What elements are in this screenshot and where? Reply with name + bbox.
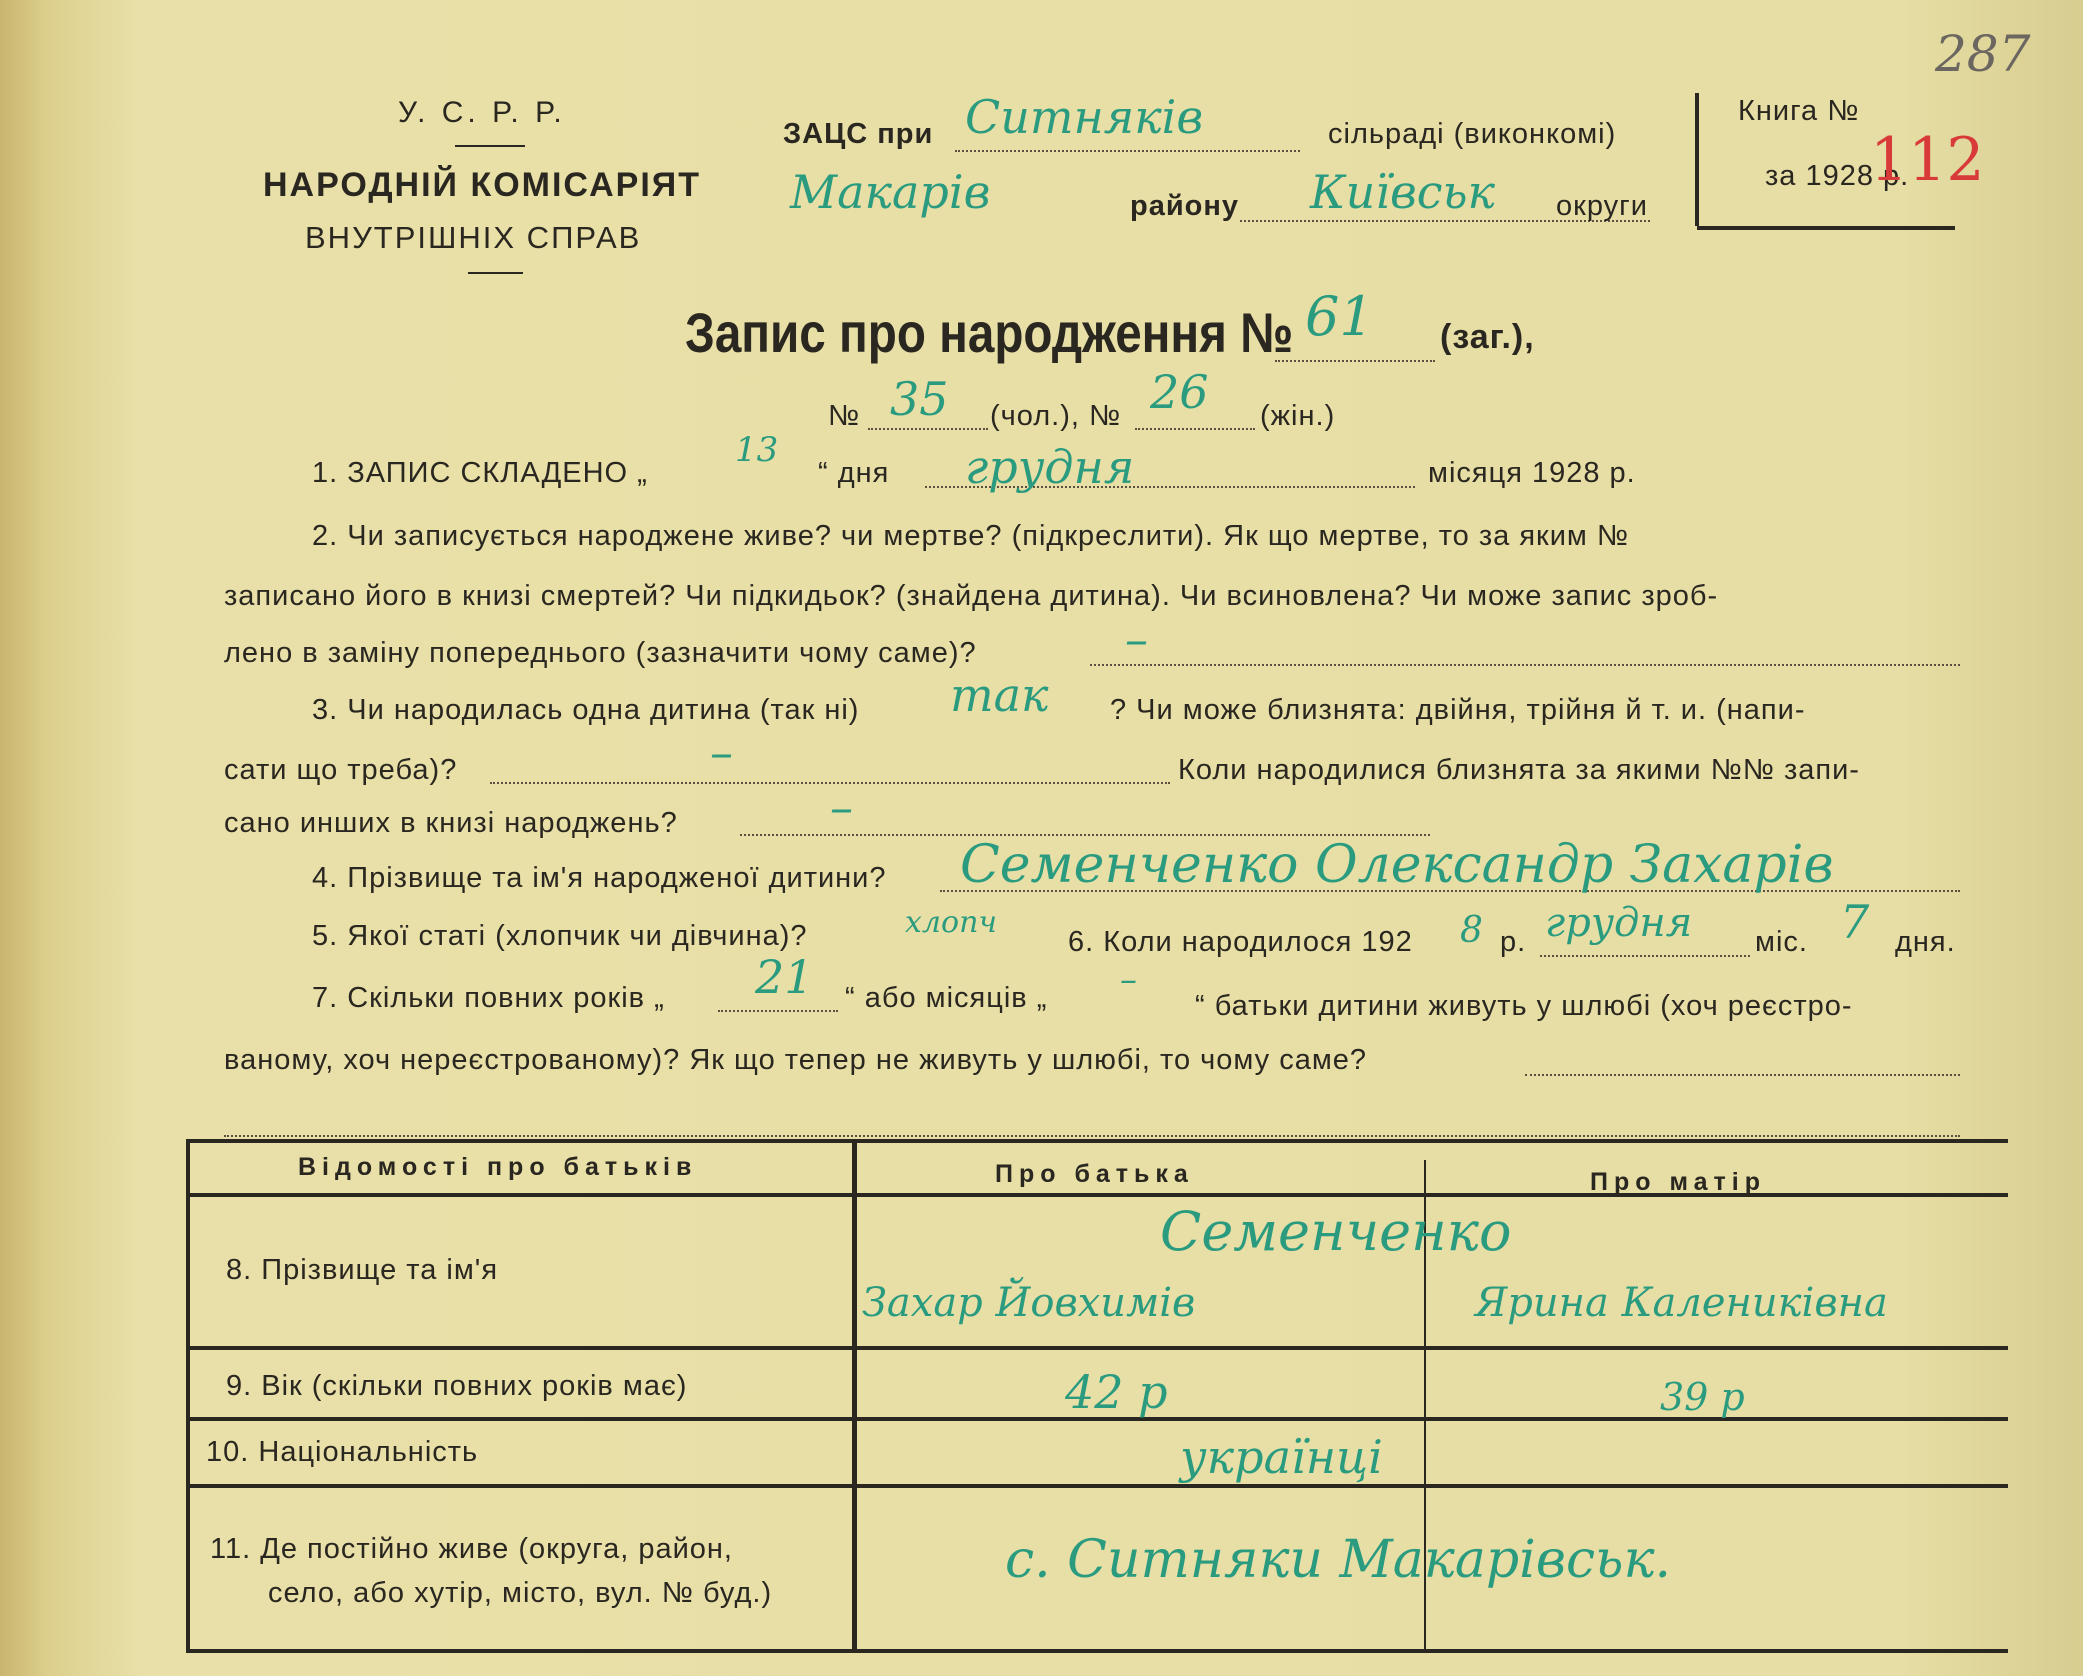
item7-label: 7. Скільки повних років „: [312, 982, 665, 1014]
office-suffix: сільраді (виконкомі): [1328, 118, 1617, 150]
item3-line2: сати що треба)?: [224, 754, 458, 786]
record-number: 61: [1305, 285, 1374, 348]
male-number: 35: [890, 372, 949, 426]
year-label: р.: [1500, 926, 1527, 958]
col-header-mother: Про матір: [1590, 1168, 1766, 1196]
district-label: району: [1130, 190, 1240, 222]
item3-line3: сано инших в книзі народжень?: [224, 807, 678, 839]
item7-line1b: “ батьки дитини живуть у шлюбі (хоч реєстро-: [1195, 990, 1853, 1022]
dots: [1135, 428, 1255, 430]
marriage-months: –: [1120, 960, 1137, 1000]
item3-answer: так: [950, 668, 1049, 722]
child-name: Семенченко Олександр Захарів: [960, 835, 1834, 895]
surname-handwritten: Семенченко: [1160, 1200, 1512, 1263]
book-number-red: 112: [1870, 125, 1985, 195]
row-label-residence: 11. Де постійно живе (округа, район,: [210, 1533, 733, 1565]
row-label-residence-2: село, або хутір, місто, вул. № буд.): [268, 1577, 773, 1609]
title-suffix: (заг.),: [1440, 318, 1535, 356]
item7-months-label: “ або місяців „: [845, 982, 1048, 1014]
nationality: українці: [1180, 1430, 1383, 1484]
dots: [868, 428, 988, 430]
birth-day: 7: [1840, 895, 1870, 949]
item4-label: 4. Прізвище та ім'я народженої дитини?: [312, 862, 887, 894]
birth-year-digit: 8: [1460, 910, 1483, 951]
male-label: (чол.), №: [990, 400, 1122, 432]
item2-line1: 2. Чи записується народжене живе? чи мертве? (підкреслити). Як що мертве, то за яким №: [312, 520, 1630, 552]
commissariat-header: НАРОДНІЙ КОМІСАРІЯТ: [263, 166, 701, 204]
mother-name: Ярина Калениківна: [1475, 1280, 1888, 1326]
item3-line2b: Коли народилися близнята за якими №№ запи-: [1178, 754, 1860, 786]
item3-answer3: –: [830, 780, 853, 834]
dots: [955, 150, 1300, 152]
birth-month: грудня: [1545, 900, 1693, 946]
item1-day: 13: [735, 430, 779, 470]
dots: [1525, 1074, 1960, 1076]
row-divider: [186, 1484, 2008, 1488]
dots: [1540, 955, 1750, 957]
dots: [224, 1135, 1960, 1137]
item1-label: 1. ЗАПИС СКЛАДЕНО „: [312, 457, 648, 489]
residence: с. Ситняки Макарівськ.: [1005, 1530, 1672, 1590]
item2-line2: записано його в книзі смертей? Чи підкидьок? (знайдена дитина). Чи всиновлена? Чи може запис зроб-: [224, 580, 1719, 612]
item3-line1: 3. Чи народилась одна дитина (так ні): [312, 694, 860, 726]
marriage-years: 21: [755, 950, 814, 1004]
book-box-left: [1695, 93, 1699, 226]
col-header-father: Про батька: [995, 1160, 1194, 1188]
item3-line1b: ? Чи може близнята: двійня, трійня й т. и. (напи-: [1110, 694, 1806, 726]
day-label: дня.: [1895, 926, 1956, 958]
archive-number-pencil: 287: [1935, 25, 2031, 83]
book-label: Книга №: [1738, 95, 1860, 127]
dots: [1275, 360, 1435, 362]
female-label: (жін.): [1260, 400, 1336, 432]
okrug-label: округи: [1556, 190, 1648, 222]
district-handwritten: Макарів: [790, 165, 991, 219]
row-label-name: 8. Прізвище та ім'я: [226, 1254, 499, 1286]
commissariat-subheader: ВНУТРІШНІХ СПРАВ: [305, 220, 642, 255]
no-label: №: [828, 400, 861, 432]
dots: [718, 1010, 838, 1012]
item1-year: місяця 1928 р.: [1428, 457, 1636, 489]
row-divider: [186, 1346, 2008, 1350]
row-label-nationality: 10. Національність: [206, 1436, 479, 1468]
okrug-handwritten: Київськ: [1310, 165, 1495, 219]
mother-age: 39 р: [1660, 1375, 1745, 1419]
col-header-parents: Відомості про батьків: [298, 1153, 698, 1181]
page-title: Запис про народження №: [685, 301, 1294, 364]
item5-label: 5. Якої статі (хлопчик чи дівчина)?: [312, 920, 808, 952]
item1-day-label: “ дня: [818, 457, 890, 489]
item3-answer2: –: [710, 725, 733, 779]
child-sex: хлопч: [905, 905, 998, 940]
item2-line3: лено в заміну попереднього (зазначити чому саме)?: [224, 637, 977, 669]
month-label: міс.: [1755, 926, 1808, 958]
book-year: за 1928 р.: [1765, 160, 1910, 192]
col-divider: [852, 1139, 857, 1653]
book-box-bottom: [1697, 226, 1955, 230]
item2-answer: –: [1125, 612, 1148, 666]
father-name: Захар Йовхимів: [862, 1280, 1196, 1326]
ussr-header: У. С. Р. Р.: [398, 96, 566, 129]
item1-month: грудня: [965, 440, 1135, 494]
row-label-age: 9. Вік (скільки повних років має): [226, 1370, 688, 1402]
item7-line2: ваному, хоч нереєстрованому)? Як що тепер не живуть у шлюбі, то чому саме?: [224, 1044, 1368, 1076]
divider: [455, 145, 525, 147]
office-prefix: ЗАЦС при: [783, 118, 934, 150]
dots: [1090, 664, 1960, 666]
female-number: 26: [1150, 365, 1209, 419]
village-handwritten: Ситняків: [965, 90, 1204, 144]
divider: [468, 272, 523, 274]
father-age: 42 р: [1065, 1365, 1168, 1419]
item6-label: 6. Коли народилося 192: [1068, 926, 1413, 958]
